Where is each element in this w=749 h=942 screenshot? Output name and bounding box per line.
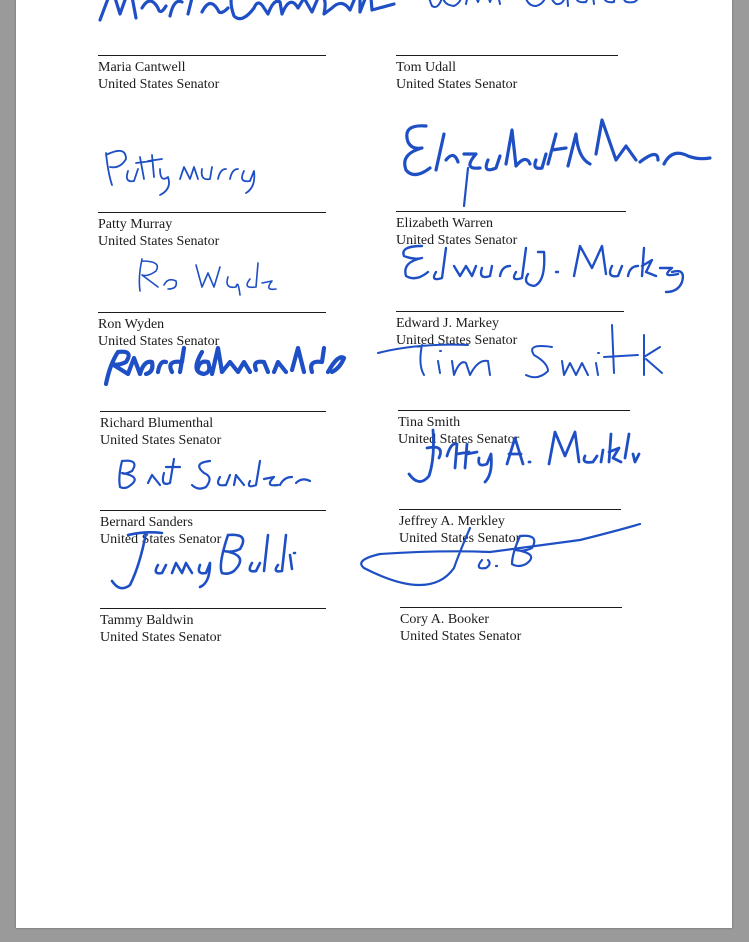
handwritten-signature xyxy=(396,242,686,294)
senator-title: United States Senator xyxy=(98,77,220,92)
senator-name: Jeffrey A. Merkley xyxy=(399,514,505,529)
senator-name: Tina Smith xyxy=(398,415,461,430)
senator-name: Tammy Baldwin xyxy=(100,613,194,628)
senator-title: United States Senator xyxy=(400,629,522,644)
senator-name: Edward J. Markey xyxy=(396,316,500,331)
senator-name: Maria Cantwell xyxy=(98,60,186,75)
handwritten-signature xyxy=(396,120,716,194)
senator-title: United States Senator xyxy=(98,334,220,349)
handwritten-signature xyxy=(98,0,398,38)
handwritten-signature xyxy=(400,526,700,590)
handwritten-signature xyxy=(399,428,639,492)
senator-title: United States Senator xyxy=(98,234,220,249)
senator-name: Ron Wyden xyxy=(98,317,165,332)
senator-name: Bernard Sanders xyxy=(100,515,193,530)
letter-page xyxy=(16,0,732,928)
senator-name: Patty Murray xyxy=(98,217,173,232)
senator-title: United States Senator xyxy=(396,77,518,92)
handwritten-signature xyxy=(396,0,656,38)
handwritten-signature xyxy=(100,344,350,394)
senator-name: Richard Blumenthal xyxy=(100,416,214,431)
senator-title: United States Senator xyxy=(398,432,520,447)
senator-title: United States Senator xyxy=(399,531,521,546)
senator-title: United States Senator xyxy=(396,333,518,348)
handwritten-signature xyxy=(100,453,310,493)
senator-title: United States Senator xyxy=(396,233,518,248)
senator-name: Cory A. Booker xyxy=(400,612,490,627)
senator-title: United States Senator xyxy=(100,630,222,645)
handwritten-signature xyxy=(98,255,278,295)
senator-name: Tom Udall xyxy=(396,60,457,75)
handwritten-signature xyxy=(98,139,258,195)
senator-name: Elizabeth Warren xyxy=(396,216,493,231)
senator-title: United States Senator xyxy=(100,433,222,448)
senator-title: United States Senator xyxy=(100,532,222,547)
handwritten-signature xyxy=(100,525,300,591)
handwritten-signature xyxy=(398,325,698,393)
